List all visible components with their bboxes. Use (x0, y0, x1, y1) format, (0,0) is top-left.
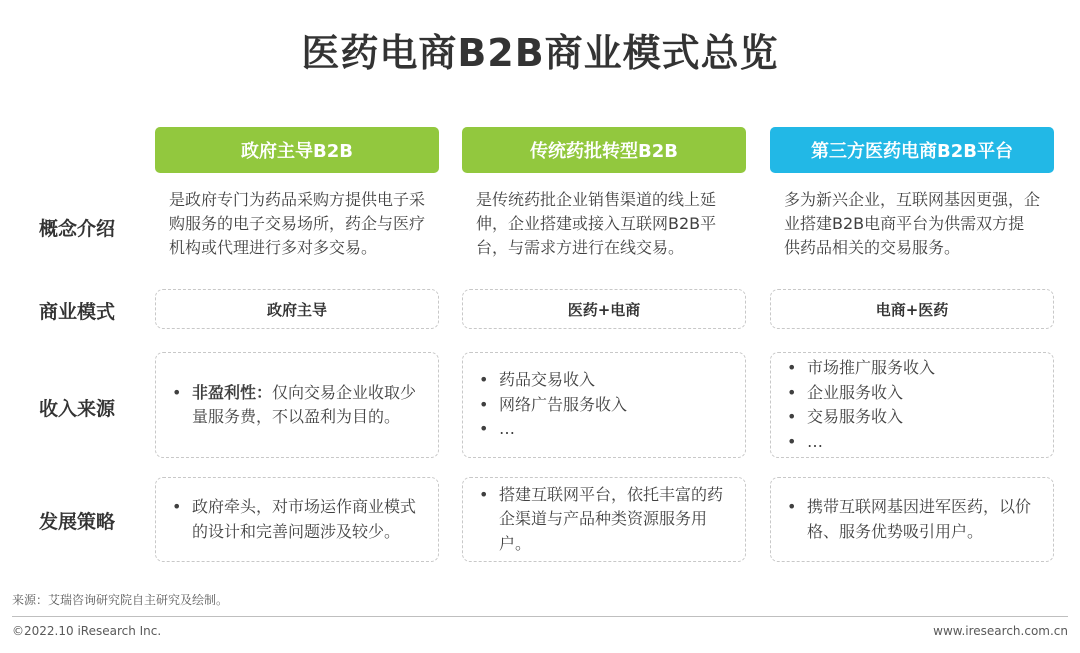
list-item (170, 381, 428, 430)
list-item: • … (785, 430, 1043, 455)
strategy-box-government (155, 477, 439, 562)
column-header-government: 政府主导B2B (155, 127, 439, 173)
strategy-box-third-party (770, 477, 1054, 562)
list-item: • 政府牵头，对市场运作商业模式的设计和完善问题涉及较少。 (170, 495, 428, 544)
list-item: • 携带互联网基因进军医药，以价格、服务优势吸引用户。 (785, 495, 1043, 544)
income-box-third-party (770, 352, 1054, 458)
column-header-third-party: 第三方医药电商B2B平台 (770, 127, 1054, 173)
list-item: • 网络广告服务收入 (477, 393, 735, 418)
footer-divider (12, 616, 1068, 617)
list-item: • 药品交易收入 (477, 368, 735, 393)
list-item: • 搭建互联网平台，依托丰富的药企渠道与产品种类资源服务用户。 (477, 483, 735, 557)
list-item: • 交易服务收入 (785, 405, 1043, 430)
concept-text-third-party: 多为新兴企业，互联网基因更强，企业搭建B2B电商平台为供需双方提供药品相关的交易服务。 (784, 190, 1041, 257)
income-box-traditional (462, 352, 746, 458)
list-item: • … (477, 417, 735, 442)
row-label-concept: 概念介绍 (38, 218, 115, 240)
column-header-traditional: 传统药批转型B2B (462, 127, 746, 173)
model-box-government: 政府主导 (155, 289, 439, 329)
row-label-income: 收入来源 (38, 398, 115, 420)
strategy-box-traditional (462, 477, 746, 562)
page-title: 医药电商B2B商业模式总览 (301, 31, 779, 75)
model-box-third-party: 电商+医药 (770, 289, 1054, 329)
income-box-government (155, 352, 439, 458)
website-link[interactable]: www.iresearch.com.cn (933, 624, 1068, 638)
copyright-text: ©2022.10 iResearch Inc. (12, 624, 162, 638)
list-item: • 市场推广服务收入 (785, 356, 1043, 381)
row-label-model: 商业模式 (38, 301, 115, 323)
list-item: • 企业服务收入 (785, 381, 1043, 406)
income-label: 非盈利性： (192, 382, 273, 402)
income-text: 仅向交易企业收取少量服务费，不以盈利为目的。 (192, 382, 417, 426)
concept-text-traditional: 是传统药批企业销售渠道的线上延伸，企业搭建或接入互联网B2B平台，与需求方进行在线交易。 (476, 190, 717, 257)
row-label-strategy: 发展策略 (38, 511, 115, 533)
concept-text-government: 是政府专门为药品采购方提供电子采购服务的电子交易场所，药企与医疗机构或代理进行多对多交易。 (169, 190, 426, 257)
model-box-traditional: 医药+电商 (462, 289, 746, 329)
source-note: 来源：艾瑞咨询研究院自主研究及绘制。 (12, 593, 229, 607)
